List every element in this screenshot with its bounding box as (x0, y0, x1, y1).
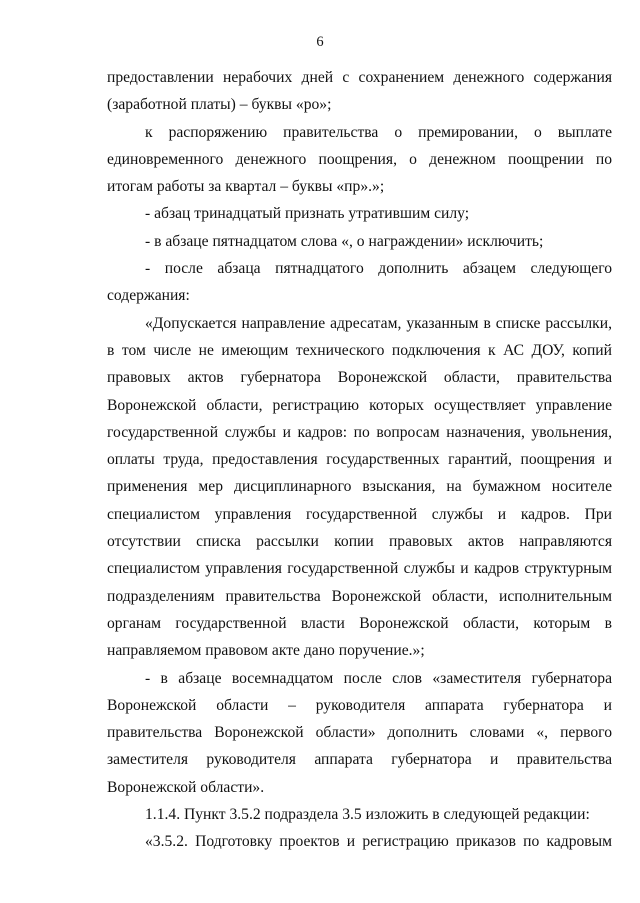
paragraph-3-5-2-start: «3.5.2. Подготовку проектов и регистрацию приказов по кадровым (145, 833, 612, 851)
paragraph-fifteenth-exclude: - в абзаце пятнадцатом слова «, о награждении» исключить; (145, 232, 544, 250)
paragraph-order-pr: к распоряжению правительства о премировании, о выплате единовременного денежного поощрения, о денежном поощрении по итогам работы за квартал – буквы «пр».»; (107, 123, 612, 196)
paragraph-quoted-addition: «Допускается направление адресатам, указанным в списке рассылки, в том числе не имеющим технического подключения к АС ДОУ, копий правовых актов губернатора Воронежской области, правительства Воронежской области, регистрацию которых осуществляет управление государственной службы и кадров: по вопросам назначения, увольнения, оплаты труда, предоставления государственных гарантий, поощрения и применения мер дисциплинарного взыскания, на бумажном носителе специалистом управления государственной службы и кадров. При отсутствии списка рассылки копии правовых актов направляются специалистом управления государственной службы и кадров структурным подразделениям правительства Воронежской области, исполнительным органам государственной власти Воронежской области, которым в направляемом правовом акте дано поручение.»; (107, 314, 612, 660)
paragraph-thirteenth-invalid: - абзац тринадцатый признать утратившим силу; (145, 205, 470, 223)
page-number: 6 (316, 34, 324, 50)
paragraph-eighteenth-amend: - в абзаце восемнадцатом после слов «заместителя губернатора Воронежской области – руководителя аппарата губернатора и правительства Воронежской области» дополнить словами «, первого заместителя руководителя аппарата губернатора и правительства Воронежской области». (107, 669, 612, 796)
paragraph-continuation: предоставлении нерабочих дней с сохранением денежного содержания (заработной платы) – буквы «ро»; (107, 69, 612, 114)
paragraph-add-after-fifteenth: - после абзаца пятнадцатого дополнить абзацем следующего содержания: (107, 260, 612, 305)
document-body (107, 64, 612, 856)
paragraph-1-1-4: 1.1.4. Пункт 3.5.2 подраздела 3.5 изложить в следующей редакции: (145, 806, 590, 824)
